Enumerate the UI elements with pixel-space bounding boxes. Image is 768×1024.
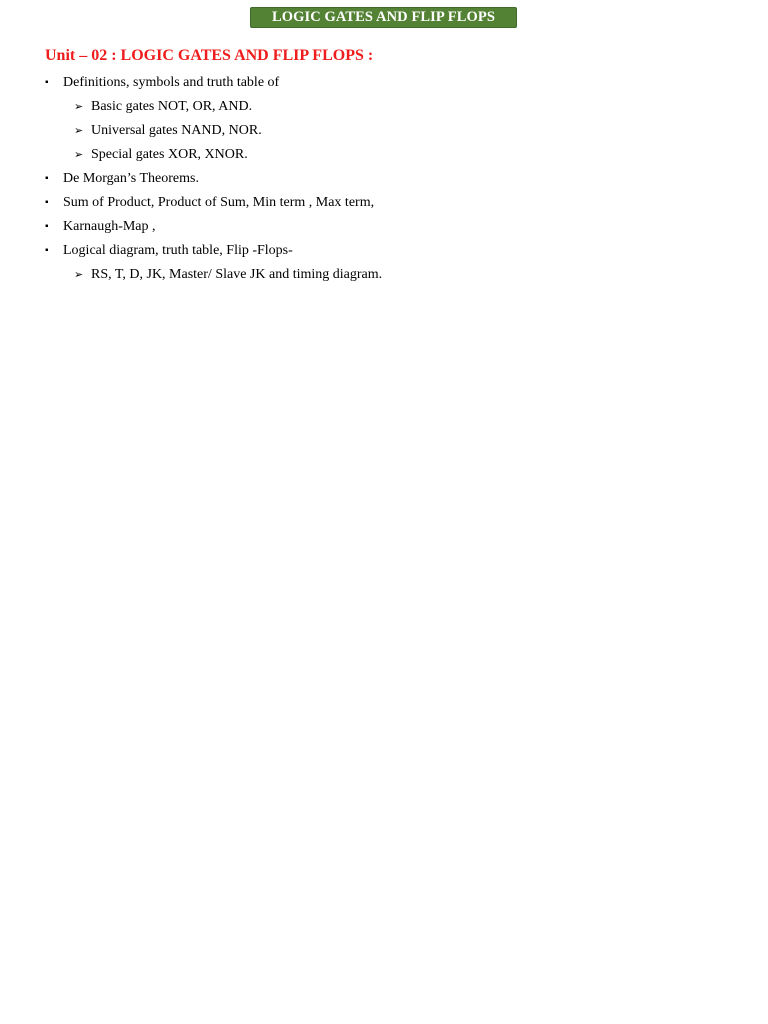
sub-list-item (45, 95, 382, 119)
square-bullet-icon: ▪ (45, 173, 49, 184)
topic-list (45, 71, 382, 287)
arrow-bullet-icon: ➢ (74, 125, 84, 137)
list-item-text: Logical diagram, truth table, Flip -Flops- (63, 243, 293, 258)
list-item (45, 191, 382, 215)
page-title-banner (250, 7, 517, 28)
list-item-text: Definitions, symbols and truth table of (63, 75, 280, 90)
list-item-text: Sum of Product, Product of Sum, Min term , Max term, (63, 195, 375, 210)
arrow-bullet-icon: ➢ (74, 269, 84, 281)
list-item-text: Special gates XOR, XNOR. (91, 147, 248, 162)
square-bullet-icon: ▪ (45, 245, 49, 256)
unit-heading: Unit – 02 : LOGIC GATES AND FLIP FLOPS : (45, 47, 374, 64)
sub-list-item (45, 119, 382, 143)
arrow-bullet-icon: ➢ (74, 101, 84, 113)
list-item (45, 215, 382, 239)
sub-list-item (45, 143, 382, 167)
page-title: LOGIC GATES AND FLIP FLOPS (271, 9, 496, 25)
list-item-text: Basic gates NOT, OR, AND. (91, 99, 253, 114)
list-item (45, 71, 382, 95)
sub-list-item (45, 263, 382, 287)
list-item-text: Karnaugh-Map , (63, 219, 156, 234)
square-bullet-icon: ▪ (45, 221, 49, 232)
list-item-text: RS, T, D, JK, Master/ Slave JK and timing diagram. (91, 267, 383, 282)
square-bullet-icon: ▪ (45, 77, 49, 88)
list-item-text: Universal gates NAND, NOR. (91, 123, 262, 138)
square-bullet-icon: ▪ (45, 197, 49, 208)
list-item-text: De Morgan’s Theorems. (63, 171, 199, 186)
arrow-bullet-icon: ➢ (74, 149, 84, 161)
list-item (45, 167, 382, 191)
list-item (45, 239, 382, 263)
